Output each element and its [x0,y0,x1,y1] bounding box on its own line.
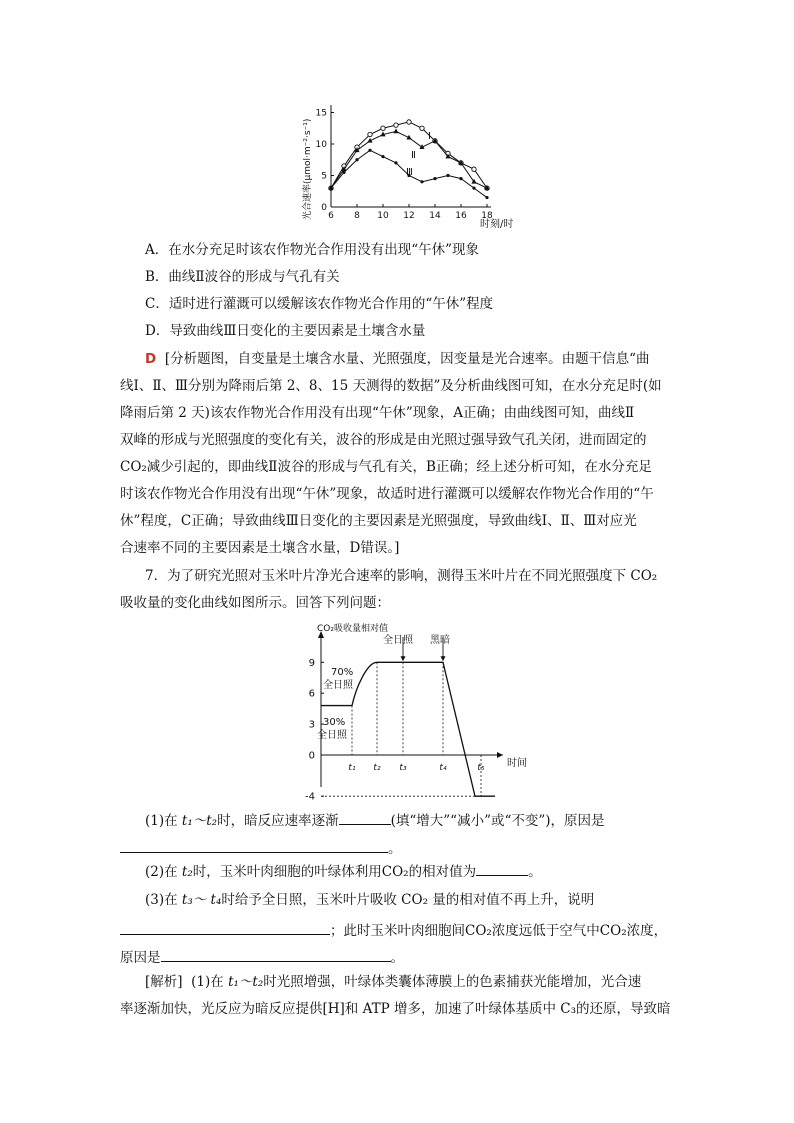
point-s1 [407,120,411,124]
answer-line-3: 降雨后第 2 天)该农作物光合作用没有出现“午休”现象，A正确；由曲线图可知，曲线Ⅱ [120,405,635,421]
point-s3 [433,177,436,180]
series-line-2 [331,131,487,188]
y-tick-label: 3 [308,719,315,731]
point-s1 [420,126,424,130]
point-s3 [381,155,384,158]
annot-dark: 黑暗 [430,635,450,646]
x-tick-label: t₅ [477,763,485,773]
point-s3 [368,149,371,152]
point-s3 [394,161,397,164]
point-s3 [355,158,358,161]
x-tick-label: 6 [328,211,334,221]
y-tick-label: 9 [308,657,315,669]
q7-1-line-1: (1)在 t₁～t₂时，暗反应速率逐渐 (填“增大”“减小”或“不变”)，原因是 [145,810,605,830]
answer-blank-1[interactable] [339,810,391,825]
x-tick-label: 18 [481,211,493,221]
co2-absorption-chart [295,617,535,803]
y-tick-label: 5 [321,171,327,182]
point-s3 [342,171,345,174]
y-tick-label: 15 [315,108,327,119]
q7-2: (2)在 t₂时，玉米叶肉细胞的叶绿体利用CO₂的相对值为 。 [145,861,542,881]
chart2-ylabel: CO₂吸收量相对值 [317,624,388,634]
point-s3 [420,180,423,183]
series-label-2: Ⅱ [411,150,416,161]
option-b: B．曲线Ⅱ波谷的形成与气孔有关 [145,269,340,285]
series-label-3: Ⅲ [406,167,413,178]
chart2-xlabel: 时间 [507,758,527,769]
point-s1 [381,126,385,130]
annot-70-full: 全日照 [323,680,353,691]
answer-blank-2[interactable] [120,838,388,853]
series-line-1 [331,122,487,188]
chart2-marks [321,637,495,796]
chart1-xlabel: 时刻/时 [480,219,514,230]
annot-full-sun-top: 全日照 [383,635,413,646]
option-d: D．导致曲线Ⅲ日变化的主要因素是土壤含水量 [145,323,426,339]
annot-30: 30% [323,717,346,728]
y-tick-label: 6 [308,688,315,700]
point-s3 [459,177,462,180]
q7-1-line-2: 。 [120,838,402,858]
answer-line-8: 合速率不同的主要因素是土壤含水量，D错误。] [120,540,400,556]
annot-30-full: 全日照 [317,730,347,741]
q7-stem-1: 7．为了研究光照对玉米叶片净光合速率的影响，测得玉米叶片在不同光照强度下 CO₂ [145,568,658,584]
analysis-line-2: 率逐渐加快，光反应为暗反应提供[H]和 ATP 增多，加速了叶绿体基质中 C₃的还原，导致暗 [120,1001,671,1017]
answer-line-6: 时该农作物光合作用没有出现“午休”现象，故适时进行灌溉可以缓解农作物光合作用的“午 [120,486,654,502]
point-s1 [394,123,398,127]
x-tick-label: 16 [455,211,467,221]
series-label-1: Ⅰ [428,131,431,142]
y-tick-label: 0 [308,750,315,762]
answer-letter: D [145,351,157,367]
answer-blank-5[interactable] [161,947,391,962]
point-s1 [368,132,372,136]
answer-line-7: 休”程度，C正确；导致曲线Ⅲ日变化的主要因素是光照强度，导致曲线Ⅰ、Ⅱ、Ⅲ对应光 [120,513,637,529]
answer-line-1: D [分析题图，自变量是土壤含水量、光照强度，因变量是光合速率。由题干信息“曲 [145,351,650,367]
answer-line-2: 线Ⅰ、Ⅱ、Ⅲ分别为降雨后第 2、8、15 天测得的数据”及分析曲线图可知，在水分充足时(如 [120,378,662,394]
y-tick-label: 10 [315,140,327,150]
option-c: C．适时进行灌溉可以缓解该农作物光合作用的“午休”程度 [145,296,494,312]
answer-blank-3[interactable] [476,861,528,876]
option-a: A．在水分充足时该农作物光合作用没有出现“午休”现象 [145,242,480,258]
q7-3-line-2: ；此时玉米叶肉细胞间CO₂浓度远低于空气中CO₂浓度， [120,920,667,940]
answer-line-5: CO₂减少引起的，即曲线Ⅱ波谷的形成与气孔有关，B正确；经上述分析可知，在水分充足 [120,459,652,475]
y-tick-label: 0 [321,203,327,213]
point-s3 [446,174,449,177]
q7-stem-2: 吸收量的变化曲线如图所示。回答下列问题： [120,595,390,611]
arrow-dark-head [441,656,446,661]
point-s3 [472,187,475,190]
x-tick-label: t₁ [348,763,356,773]
chart1-marks [328,120,489,199]
point-s3 [485,196,488,199]
y-tick-label: -4 [305,791,315,803]
analysis-line-1: [解析] (1)在 t₁～t₂时光照增强，叶绿体类囊体薄膜上的色素捕获光能增加，光合速 [145,974,642,990]
x-tick-label: 14 [429,211,441,221]
x-tick-label: t₂ [373,763,381,773]
answer-line-4: 双峰的形成与光照强度的变化有关，波谷的形成是由光照过强导致气孔关闭，进而固定的 [120,432,647,448]
arrow-full-sun-head [401,656,406,661]
chart1-ylabel: 光合速率(μmol·m⁻²·s⁻¹) [303,118,313,220]
point-s1 [472,167,476,171]
photosynthesis-rate-chart [295,95,535,235]
point-s3 [329,187,332,190]
point-s2 [393,128,398,133]
x-axis-arrow [497,752,503,758]
chart1-axes [316,105,493,221]
x-tick-label: t₄ [439,763,447,773]
x-tick-label: t₃ [399,763,407,773]
x-tick-label: 10 [377,211,389,221]
answer-blank-4[interactable] [120,920,330,935]
q7-3-line-1: (3)在 t₃～ t₄时给予全日照，玉米叶片吸收 CO₂ 量的相对值不再上升，说明 [145,892,595,908]
annot-70: 70% [331,667,354,678]
x-tick-label: 8 [354,211,360,221]
x-tick-label: 12 [403,211,415,221]
q7-3-line-3: 原因是 。 [120,947,404,967]
